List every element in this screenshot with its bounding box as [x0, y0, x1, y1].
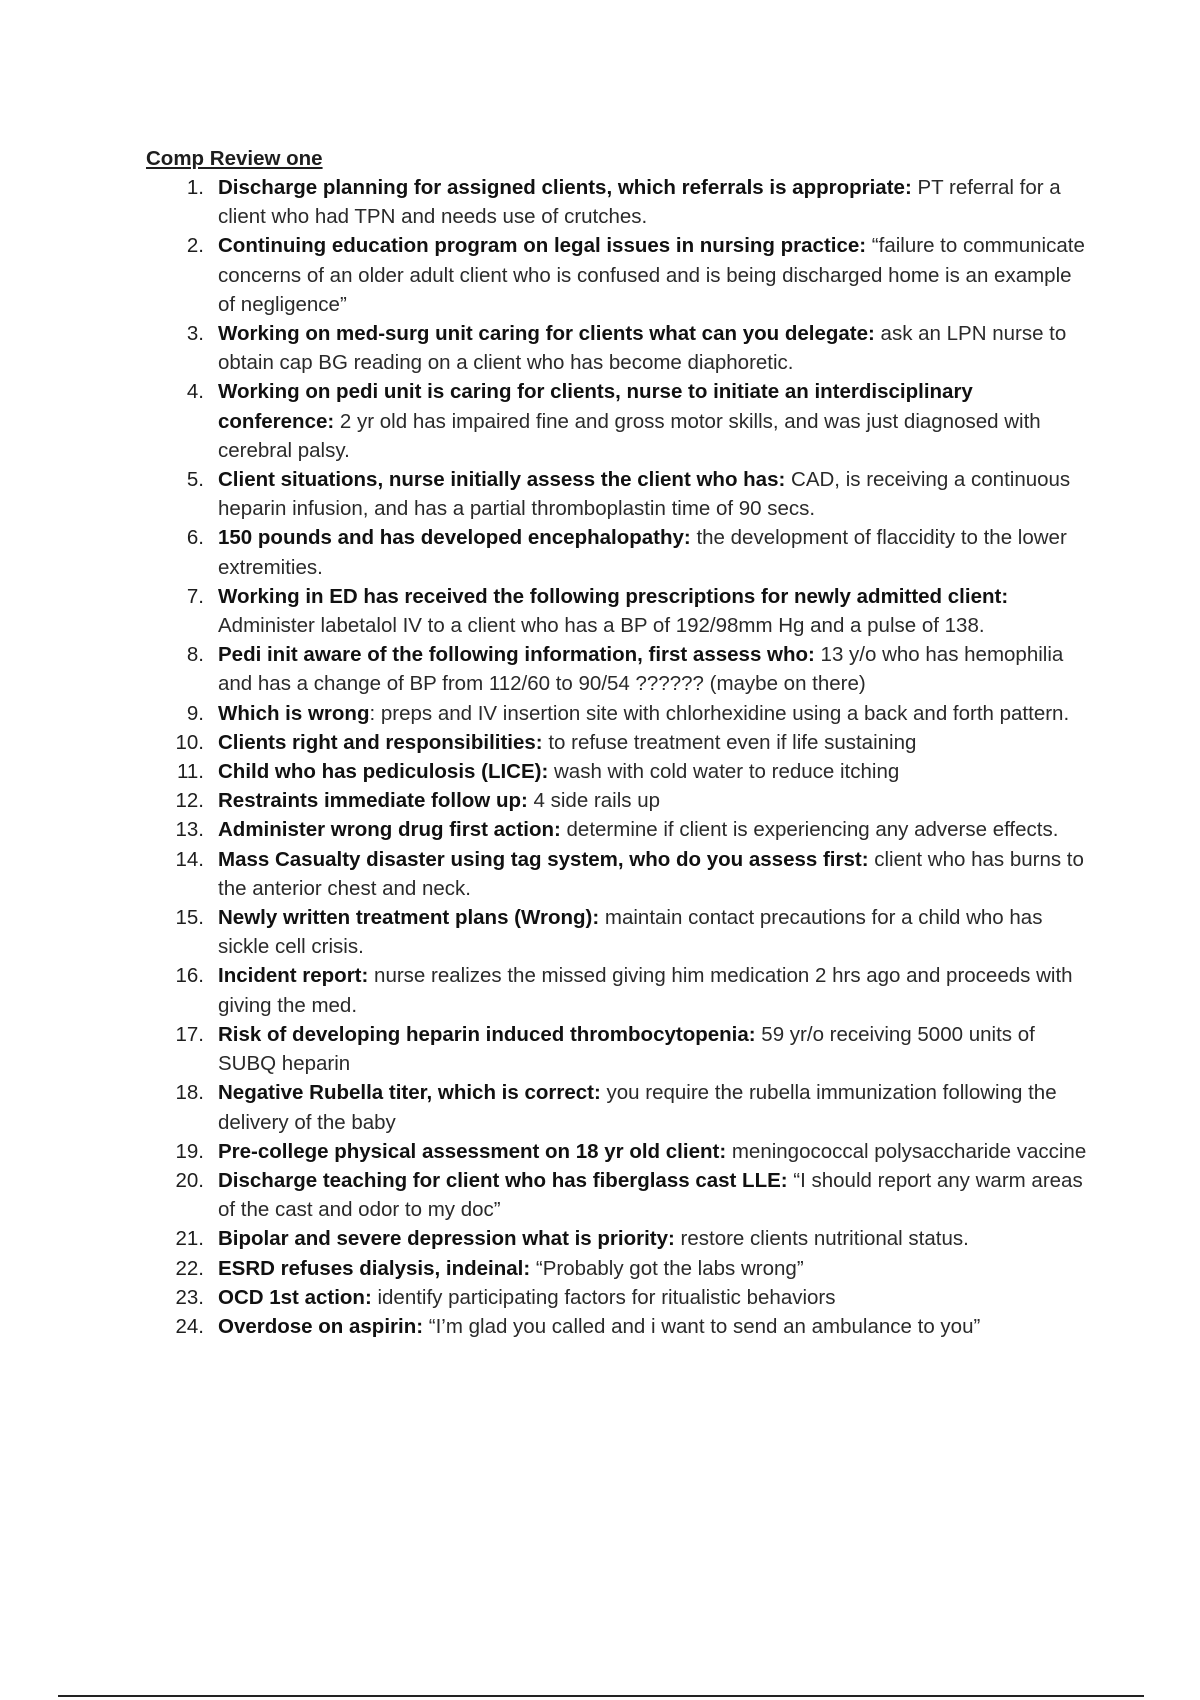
item-number: 21.: [175, 1227, 204, 1251]
item-prompt: Client situations, nurse initially assess the client who has:: [218, 468, 786, 492]
item-prompt: Child who has pediculosis (LICE):: [218, 760, 549, 784]
question-list: [0, 173, 1200, 1341]
item-answer: to refuse treatment even if life sustaining: [542, 730, 917, 754]
item-number: 18.: [175, 1081, 204, 1105]
item-prompt: Risk of developing heparin induced thrombocytopenia:: [218, 1022, 756, 1046]
item-prompt: Working on med-surg unit caring for clients what can you delegate:: [218, 322, 875, 346]
list-item: [0, 1254, 1200, 1283]
list-item: [0, 757, 1200, 786]
item-prompt: Bipolar and severe depression what is priority:: [218, 1227, 675, 1251]
item-prompt: Working in ED has received the following prescriptions for newly admitted client:: [218, 584, 1009, 608]
item-answer: determine if client is experiencing any adverse effects.: [560, 818, 1059, 842]
list-item: [0, 231, 1200, 319]
item-prompt: Restraints immediate follow up:: [218, 789, 528, 813]
item-number: 13.: [175, 818, 204, 842]
item-answer: 59 yr/o receiving 5000 units of SUBQ heparin: [218, 1022, 1035, 1076]
list-item: [0, 1224, 1200, 1253]
list-item: [0, 728, 1200, 757]
item-number: 8.: [186, 643, 204, 667]
item-prompt: Administer wrong drug first action:: [218, 818, 561, 842]
item-answer: “failure to communicate concerns of an older adult client who is confused and is being discharged home is an example of negligence”: [218, 234, 1085, 316]
item-number: 11.: [177, 760, 204, 784]
item-answer: Administer labetalol IV to a client who has a BP of 192/98mm Hg and a pulse of 138.: [218, 614, 985, 638]
item-number: 1.: [186, 176, 204, 199]
item-number: 10.: [175, 730, 204, 754]
item-answer: nurse realizes the missed giving him medication 2 hrs ago and proceeds with giving the med.: [218, 964, 1073, 1017]
item-answer: CAD, is receiving a continuous heparin infusion, and has a partial thromboplastin time of 90 secs.: [218, 468, 1071, 521]
page-divider: [58, 1695, 1144, 1697]
list-item: [0, 523, 1200, 581]
item-prompt: Discharge teaching for client who has fiberglass cast LLE:: [218, 1168, 788, 1192]
item-prompt: Working on pedi unit is caring for clients, nurse to initiate an interdisciplinary conference:: [218, 380, 973, 433]
list-item: [0, 845, 1200, 903]
item-prompt: Newly written treatment plans (Wrong):: [218, 906, 600, 930]
item-number: 16.: [175, 964, 204, 988]
item-answer: 2 yr old has impaired fine and gross motor skills, and was just diagnosed with cerebral palsy.: [218, 409, 1041, 462]
item-answer: restore clients nutritional status.: [674, 1227, 969, 1251]
item-number: 6.: [186, 526, 204, 550]
item-answer: you require the rubella immunization following the delivery of the baby: [218, 1081, 1057, 1134]
document-title: Comp Review one: [146, 147, 323, 170]
item-number: 20.: [175, 1168, 204, 1192]
item-answer: meningococcal polysaccharide vaccine: [726, 1139, 1087, 1163]
item-prompt: Incident report:: [218, 964, 369, 988]
item-number: 7.: [186, 584, 204, 608]
item-prompt: Which is wrong: [218, 701, 370, 725]
item-answer: “I’m glad you called and i want to send an ambulance to you”: [423, 1314, 981, 1338]
item-answer: : preps and IV insertion site with chlorhexidine using a back and forth pattern.: [369, 701, 1070, 725]
item-number: 9.: [186, 701, 204, 725]
item-prompt: Negative Rubella titer, which is correct:: [218, 1081, 601, 1105]
list-item: [0, 786, 1200, 815]
item-answer: ask an LPN nurse to obtain cap BG reading on a client who has become diaphoretic.: [218, 322, 1067, 375]
item-number: 23.: [175, 1285, 204, 1309]
item-answer: 4 side rails up: [527, 789, 661, 813]
list-item: [0, 1078, 1200, 1136]
item-number: 22.: [175, 1256, 204, 1280]
item-answer: identify participating factors for ritualistic behaviors: [371, 1285, 836, 1309]
list-item: [0, 465, 1200, 523]
item-number: 3.: [186, 322, 204, 346]
item-prompt: Continuing education program on legal issues in nursing practice:: [218, 234, 867, 258]
item-number: 4.: [186, 380, 204, 404]
item-answer: wash with cold water to reduce itching: [548, 760, 900, 784]
list-item: [0, 815, 1200, 844]
item-number: 5.: [186, 468, 204, 492]
list-item: [0, 173, 1200, 231]
list-item: [0, 961, 1200, 1019]
item-number: 19.: [175, 1139, 204, 1163]
item-prompt: Clients right and responsibilities:: [218, 730, 543, 754]
list-item: [0, 699, 1200, 728]
item-number: 14.: [175, 847, 204, 871]
item-answer: “Probably got the labs wrong”: [530, 1256, 804, 1280]
list-item: [0, 1020, 1200, 1078]
item-answer: PT referral for a client who had TPN and needs use of crutches.: [218, 176, 1061, 229]
list-item: [0, 582, 1200, 640]
item-prompt: ESRD refuses dialysis, indeinal:: [218, 1256, 531, 1280]
item-answer: the development of flaccidity to the lower extremities.: [218, 526, 1067, 579]
list-item: [0, 903, 1200, 961]
item-answer: 13 y/o who has hemophilia and has a change of BP from 112/60 to 90/54 ?????? (maybe on there): [218, 643, 1064, 696]
list-item: [0, 640, 1200, 698]
item-prompt: OCD 1st action:: [218, 1285, 372, 1309]
item-number: 2.: [186, 234, 204, 258]
list-item: [0, 1283, 1200, 1312]
item-answer: client who has burns to the anterior chest and neck.: [218, 847, 1084, 900]
item-number: 17.: [175, 1022, 204, 1046]
list-item: [0, 377, 1200, 465]
item-prompt: Discharge planning for assigned clients, which referrals is appropriate:: [218, 176, 912, 199]
item-prompt: Mass Casualty disaster using tag system, who do you assess first:: [218, 847, 869, 871]
item-answer: “I should report any warm areas of the cast and odor to my doc”: [218, 1168, 1083, 1222]
item-number: 12.: [175, 789, 204, 813]
list-item: [0, 319, 1200, 377]
item-prompt: Overdose on aspirin:: [218, 1314, 424, 1338]
list-item: [0, 1137, 1200, 1166]
item-prompt: Pre-college physical assessment on 18 yr old client:: [218, 1139, 727, 1163]
list-item: [0, 1166, 1200, 1224]
list-item: [0, 1312, 1200, 1341]
item-prompt: 150 pounds and has developed encephalopathy:: [218, 526, 691, 550]
item-prompt: Pedi init aware of the following information, first assess who:: [218, 643, 815, 667]
item-number: 15.: [175, 906, 204, 930]
item-answer: maintain contact precautions for a child who has sickle cell crisis.: [218, 906, 1043, 959]
item-number: 24.: [175, 1314, 204, 1338]
